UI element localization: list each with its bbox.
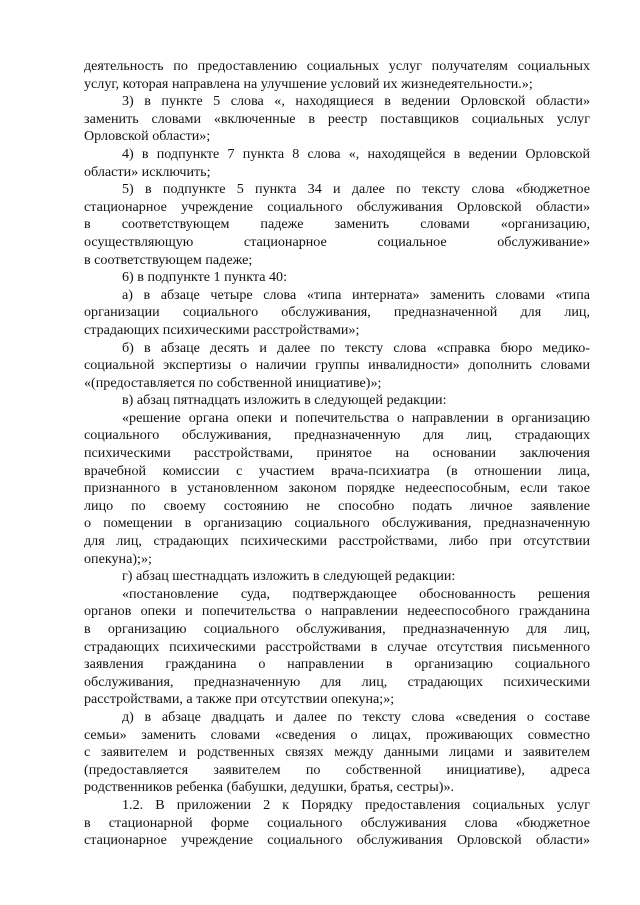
- text-line: организации социального обслуживания, предназначенной для лиц,: [84, 304, 590, 321]
- text-line: страдающих психическими расстройствами в случае отсутствия письменного: [84, 638, 590, 655]
- text-line: страдающих психическими расстройствами»;: [84, 321, 360, 338]
- text-line: в соответствующем падеже;: [84, 251, 253, 268]
- text-line: 1.2. В приложении 2 к Порядку предоставления социальных услуг: [122, 796, 590, 813]
- text-line: д) в абзаце двадцать и далее по тексту слова «сведения о составе: [122, 708, 590, 725]
- text-line: опекуна);»;: [84, 550, 152, 567]
- text-line: социального обслуживания, предназначенную для лиц, страдающих: [84, 427, 590, 444]
- text-line: социальной экспертизы о наличии группы инвалидности» дополнить словами: [84, 357, 590, 374]
- text-line: органов опеки и попечительства о направлении недееспособного гражданина: [84, 603, 590, 620]
- text-line: признанного в установленном законом порядке недееспособным, если такое: [84, 480, 590, 497]
- text-line: о помещении в организацию социального обслуживания, предназначенную: [84, 515, 590, 532]
- text-line: деятельность по предоставлению социальных услуг получателям социальных: [84, 58, 590, 74]
- text-line: услуг, которая направлена на улучшение условий их жизнедеятельности.»;: [84, 75, 533, 92]
- text-line: «(предоставляется по собственной инициативе)»;: [84, 374, 382, 391]
- text-line: психическими расстройствами, принятое на основании заключения: [84, 445, 590, 462]
- text-line: 4) в подпункте 7 пункта 8 слова «, находящейся в ведении Орловской: [122, 145, 590, 162]
- text-line: 6) в подпункте 1 пункта 40:: [122, 269, 288, 286]
- text-line: родственников ребенка (бабушки, дедушки, братья, сестры)».: [84, 779, 455, 796]
- text-line: а) в абзаце четыре слова «типа интерната» заменить словами «типа: [122, 286, 590, 303]
- text-line: 3) в пункте 5 слова «, находящиеся в ведении Орловской области»: [122, 93, 590, 110]
- text-line: с заявителем и родственных связях между данными лицами и заявителем: [84, 744, 590, 761]
- text-line: врачебной комиссии с участием врача-психиатра (в отношении лица,: [84, 462, 590, 479]
- text-line: в организацию социального обслуживания, предназначенную для лиц,: [84, 621, 590, 637]
- text-line: стационарное учреждение социального обслуживания Орловской области»: [84, 198, 590, 215]
- text-line: стационарное учреждение социального обслуживания Орловской области»: [84, 832, 590, 849]
- text-line: в соответствующем падеже заменить словами «организацию,: [84, 216, 590, 233]
- text-line: лицо по своему состоянию не способно подать личное заявление: [84, 497, 590, 514]
- text-line: в стационарной форме социального обслуживания слова «бюджетное: [84, 814, 590, 831]
- text-line: 5) в подпункте 5 пункта 34 и далее по тексту слова «бюджетное: [122, 181, 590, 198]
- text-line: б) в абзаце десять и далее по тексту слова «справка бюро медико-: [122, 339, 590, 356]
- text-line: заявления гражданина о направлении в организацию социального: [84, 656, 590, 673]
- text-line: «решение органа опеки и попечительства о направлении в организацию: [122, 409, 590, 426]
- text-line: (предоставляется заявителем по собственной инициативе), адреса: [84, 761, 590, 778]
- text-line: для лиц, страдающих психическими расстройствами, либо при отсутствии: [84, 533, 590, 550]
- text-line: Орловской области»;: [84, 128, 211, 145]
- text-line: г) абзац шестнадцать изложить в следующей редакции:: [122, 568, 456, 585]
- text-line: семьи» заменить словами «сведения о лицах, проживающих совместно: [84, 726, 590, 743]
- text-line: заменить словами «включенные в реестр поставщиков социальных услуг: [84, 110, 590, 127]
- text-line: области» исключить;: [84, 163, 211, 180]
- text-line: обслуживания, предназначенную для лиц, страдающих психическими: [84, 673, 590, 690]
- text-line: «постановление суда, подтверждающее обоснованность решения: [122, 585, 590, 602]
- document-page: [84, 58, 590, 850]
- text-line: расстройствами, а также при отсутствии опекуна;»;: [84, 691, 395, 708]
- text-line: в) абзац пятнадцать изложить в следующей редакции:: [122, 392, 447, 409]
- text-line: осуществляющую стационарное социальное обслуживание»: [84, 233, 590, 250]
